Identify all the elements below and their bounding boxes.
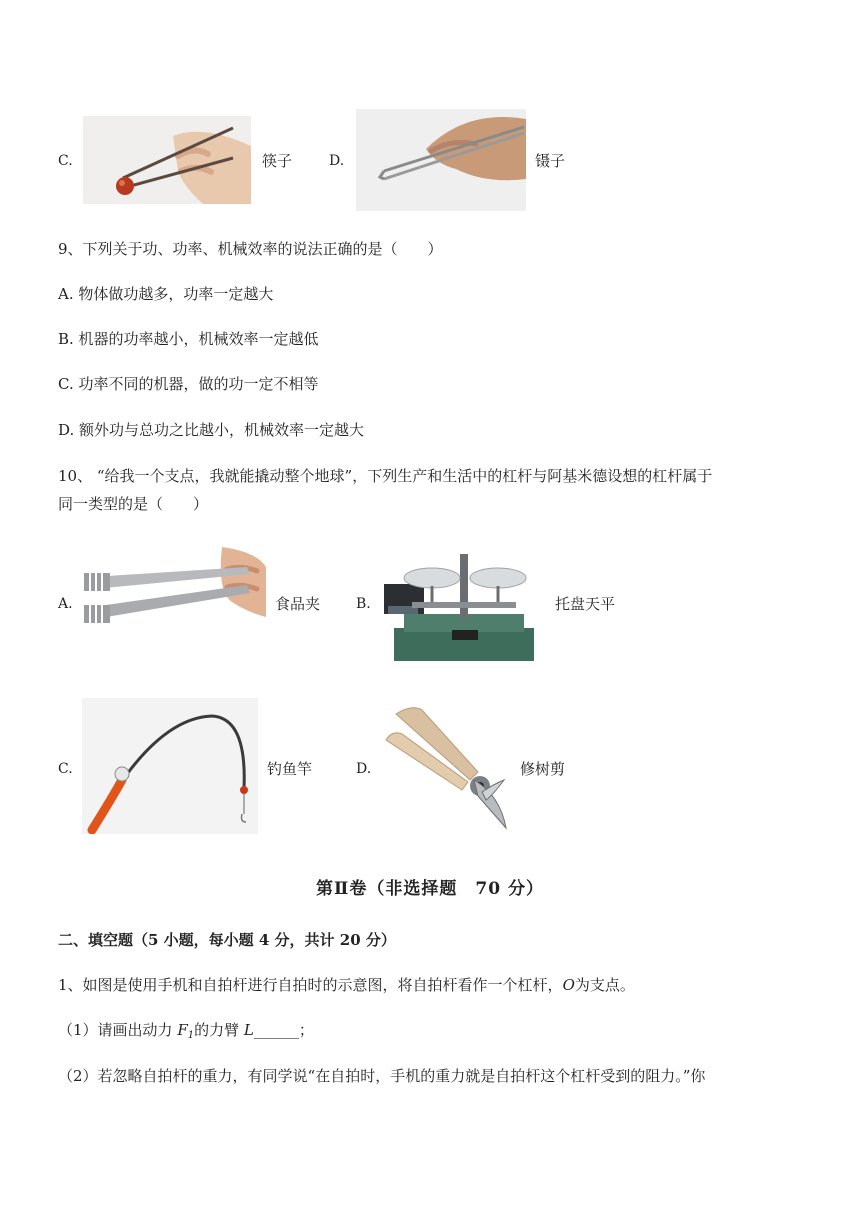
force-subscript: 1: [187, 1030, 195, 1041]
q9-stem: 9、下列关于功、功率、机械效率的说法正确的是（ ）: [58, 240, 443, 258]
section-two-heading: 二、填空题（5 小题，每小题 4 分，共计 20 分）: [58, 931, 396, 949]
fill-q1-part1-text-b: 的力臂: [194, 1021, 244, 1039]
chopsticks-image: [83, 116, 251, 204]
q9-option-a: A. 物体做功越多，功率一定越大: [58, 285, 274, 303]
q10-stem-line1: 10、 “给我一个支点，我就能撬动整个地球”，下列生产和生活中的杠杆与阿基米德设想的杠杆属于: [58, 467, 713, 485]
force-symbol-f: F: [177, 1021, 188, 1039]
q9-option-b: B. 机器的功率越小，机械效率一定越低: [58, 330, 319, 348]
pivot-label-o: O: [562, 976, 575, 994]
q8-option-d-letter: D.: [329, 153, 345, 169]
fill-q1-stem-text-b: 为支点。: [574, 976, 635, 994]
q8-option-c-letter: C.: [58, 153, 73, 169]
tweezers-image: [356, 109, 526, 211]
q10-option-c-label: 钓鱼竿: [267, 760, 313, 778]
q9-option-c: C. 功率不同的机器，做的功一定不相等: [58, 375, 319, 393]
arm-symbol-l: L: [243, 1021, 254, 1039]
q10-option-b-letter: B.: [356, 596, 371, 612]
fill-q1-stem-text-a: 1、如图是使用手机和自拍杆进行自拍时的示意图，将自拍杆看作一个杠杆，: [58, 976, 563, 994]
q10-option-a-label: 食品夹: [275, 595, 321, 613]
q9-option-d: D. 额外功与总功之比越小，机械效率一定越大: [58, 421, 365, 439]
balance-scale-image: [382, 544, 546, 661]
q8-option-d-label: 镊子: [535, 152, 566, 170]
part-two-title: 第Ⅱ卷（非选择题 70 分）: [316, 879, 544, 899]
q10-option-d-label: 修树剪: [520, 760, 566, 778]
fill-q1-part1: [58, 1020, 314, 1046]
pruning-shears-image: [382, 700, 512, 832]
q10-option-b-label: 托盘天平: [555, 595, 616, 613]
q10-option-c-letter: C.: [58, 761, 73, 777]
q10-option-d-letter: D.: [356, 761, 372, 777]
q10-option-a-letter: A.: [58, 596, 73, 612]
fill-q1-part1-text-a: （1）请画出动力: [58, 1021, 178, 1039]
answer-blank: ______；: [253, 1021, 314, 1039]
fishing-rod-image: [82, 698, 258, 834]
fill-q1-part2: （2）若忽略自拍杆的重力，有同学说“在自拍时，手机的重力就是自拍杆这个杠杆受到的阻力。”你: [58, 1067, 706, 1085]
q10-stem-line2: 同一类型的是（ ）: [58, 495, 209, 513]
food-tongs-image: [82, 547, 266, 635]
fill-q1-stem: [58, 975, 635, 995]
q8-option-c-label: 筷子: [262, 152, 293, 170]
